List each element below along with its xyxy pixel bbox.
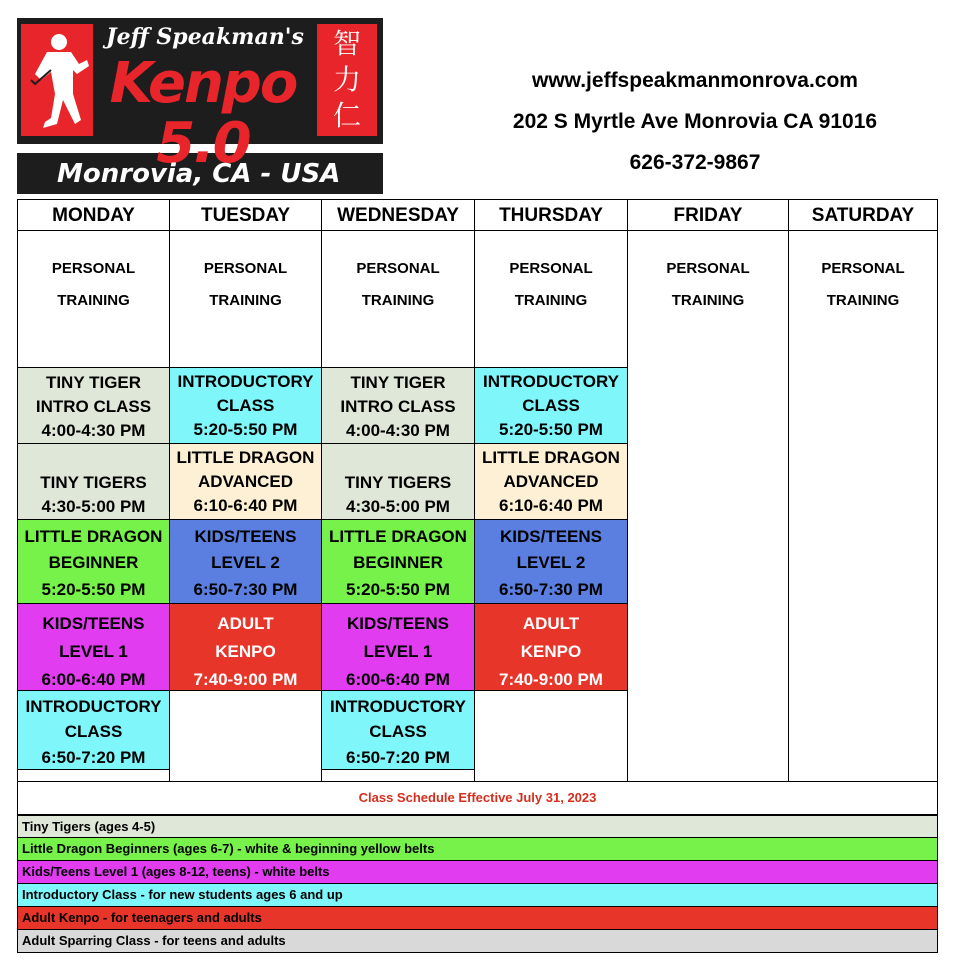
class-tiny-tigers (18, 443, 169, 519)
day-header: WEDNESDAY (322, 200, 474, 231)
class-line: CLASS (216, 396, 275, 415)
legend-row: Kids/Teens Level 1 (ages 8-12, teens) - white belts (17, 861, 938, 884)
class-time: 4:00-4:30 PM (346, 421, 450, 440)
kanji-char: 仁 (332, 99, 361, 132)
class-time: 5:20-5:50 PM (193, 420, 298, 439)
class-time: 6:50-7:30 PM (499, 580, 603, 599)
logo-name: Kenpo 5.0 (109, 51, 297, 176)
kanji-char: 智 (332, 27, 361, 60)
logo-brand: Jeff Speakman's (106, 24, 304, 50)
legend-row: Tiny Tigers (ages 4-5) (17, 815, 938, 838)
class-time: 4:30-5:00 PM (41, 497, 146, 516)
logo-location: Monrovia, CA - USA (57, 159, 341, 189)
legend (17, 815, 938, 953)
personal-training (628, 231, 788, 367)
class-time: 5:20-5:50 PM (346, 580, 450, 599)
class-line: INTRODUCTORY (483, 372, 619, 391)
effective-date: Class Schedule Effective July 31, 2023 (17, 781, 938, 815)
kanji-char: 力 (332, 63, 361, 96)
row-divider (18, 769, 169, 770)
class-line: ADVANCED (197, 472, 294, 491)
class-line: INTRO CLASS (35, 397, 152, 416)
class-line: LEVEL 1 (363, 642, 433, 661)
class-line: KIDS/TEENS (42, 614, 145, 633)
pt-line: PERSONAL (356, 260, 440, 277)
pt-line: TRAINING (671, 292, 745, 309)
class-line: ADULT (522, 614, 580, 633)
day-header: MONDAY (18, 200, 169, 231)
class-line: CLASS (64, 722, 123, 741)
schedule-table (17, 199, 938, 782)
class-line: INTRO CLASS (340, 397, 456, 416)
contact-info (480, 60, 910, 183)
class-little-dragon-advanced (475, 443, 627, 519)
class-introductory (322, 690, 474, 769)
class-line: KENPO (215, 642, 276, 661)
class-introductory (170, 367, 321, 443)
class-line: LITTLE DRAGON (24, 527, 163, 546)
column-saturday (789, 200, 937, 781)
address: 202 S Myrtle Ave Monrovia CA 91016 (512, 110, 878, 133)
class-line: TINY TIGERS (344, 473, 452, 492)
class-line: TINY TIGER (350, 373, 446, 392)
legend-row: Adult Sparring Class - for teens and adults (17, 930, 938, 953)
class-tiny-tigers (322, 443, 474, 519)
pt-line: TRAINING (514, 292, 588, 309)
personal-training (322, 231, 474, 367)
class-adult-kenpo (170, 603, 321, 690)
class-line: TINY TIGER (45, 373, 142, 392)
website[interactable]: www.jeffspeakmanmonrova.com (532, 69, 858, 92)
class-time: 6:10-6:40 PM (499, 496, 603, 515)
class-little-dragon-advanced (170, 443, 321, 519)
class-time: 6:50-7:30 PM (193, 580, 298, 599)
personal-training (170, 231, 321, 367)
class-time: 7:40-9:00 PM (499, 670, 603, 689)
personal-training (18, 231, 169, 367)
class-line: INTRODUCTORY (177, 372, 314, 391)
class-line: INTRODUCTORY (330, 697, 466, 716)
class-line: BEGINNER (48, 553, 139, 572)
class-tiny-tiger-intro (18, 367, 169, 443)
legend-row: Introductory Class - for new students ages 6 and up (17, 884, 938, 907)
phone: 626-372-9867 (629, 151, 761, 174)
class-line: KIDS/TEENS (499, 527, 603, 546)
class-time: 6:10-6:40 PM (193, 496, 298, 515)
class-line: ADULT (217, 614, 274, 633)
class-introductory (475, 367, 627, 443)
class-time: 5:20-5:50 PM (499, 420, 603, 439)
class-introductory (18, 690, 169, 769)
martial-artist-icon (21, 24, 93, 136)
pt-line: TRAINING (57, 292, 130, 309)
class-time: 4:30-5:00 PM (346, 497, 450, 516)
class-time: 6:00-6:40 PM (41, 670, 146, 689)
column-thursday (475, 200, 628, 781)
class-line: TINY TIGERS (40, 473, 147, 492)
class-kids-teens-level-1 (18, 603, 169, 690)
class-line: LEVEL 2 (211, 553, 280, 572)
class-line: LEVEL 1 (59, 642, 128, 661)
class-time: 5:20-5:50 PM (41, 580, 146, 599)
class-kids-teens-level-2 (475, 519, 627, 603)
day-header: TUESDAY (170, 200, 321, 231)
class-line: LITTLE DRAGON (176, 448, 315, 467)
class-time: 6:50-7:20 PM (41, 748, 146, 767)
class-line: LITTLE DRAGON (329, 527, 467, 546)
pt-line: PERSONAL (51, 260, 136, 277)
pt-line: PERSONAL (821, 260, 905, 277)
class-line: BEGINNER (353, 553, 443, 572)
row-divider (475, 690, 627, 691)
class-tiny-tiger-intro (322, 367, 474, 443)
class-little-dragon-beginner (18, 519, 169, 603)
column-wednesday (322, 200, 475, 781)
class-line: LEVEL 2 (516, 553, 586, 572)
legend-row: Little Dragon Beginners (ages 6-7) - white & beginning yellow belts (17, 838, 938, 861)
class-line: INTRODUCTORY (25, 697, 162, 716)
day-header: SATURDAY (789, 200, 937, 231)
personal-training (789, 231, 937, 367)
column-tuesday (170, 200, 322, 781)
class-line: KENPO (520, 642, 582, 661)
pt-line: PERSONAL (509, 260, 593, 277)
class-line: LITTLE DRAGON (482, 448, 620, 467)
pt-line: TRAINING (826, 292, 900, 309)
pt-line: PERSONAL (666, 260, 750, 277)
class-time: 4:00-4:30 PM (41, 421, 146, 440)
day-header: THURSDAY (475, 200, 627, 231)
class-kids-teens-level-2 (170, 519, 321, 603)
class-line: CLASS (522, 396, 580, 415)
class-little-dragon-beginner (322, 519, 474, 603)
class-adult-kenpo (475, 603, 627, 690)
column-friday (628, 200, 789, 781)
column-monday (18, 200, 170, 781)
class-kids-teens-level-1 (322, 603, 474, 690)
kanji-text (317, 26, 377, 134)
pt-line: PERSONAL (203, 260, 288, 277)
pt-line: TRAINING (209, 292, 282, 309)
class-time: 7:40-9:00 PM (193, 670, 298, 689)
day-header: FRIDAY (628, 200, 788, 231)
row-divider (322, 769, 474, 770)
pt-line: TRAINING (361, 292, 435, 309)
logo (17, 18, 383, 194)
class-line: KIDS/TEENS (194, 527, 297, 546)
class-line: KIDS/TEENS (346, 614, 450, 633)
personal-training (475, 231, 627, 367)
class-line: CLASS (369, 722, 427, 741)
class-time: 6:00-6:40 PM (346, 670, 450, 689)
class-line: ADVANCED (503, 472, 599, 491)
legend-row: Adult Kenpo - for teenagers and adults (17, 907, 938, 930)
row-divider (170, 690, 321, 691)
class-time: 6:50-7:20 PM (346, 748, 450, 767)
